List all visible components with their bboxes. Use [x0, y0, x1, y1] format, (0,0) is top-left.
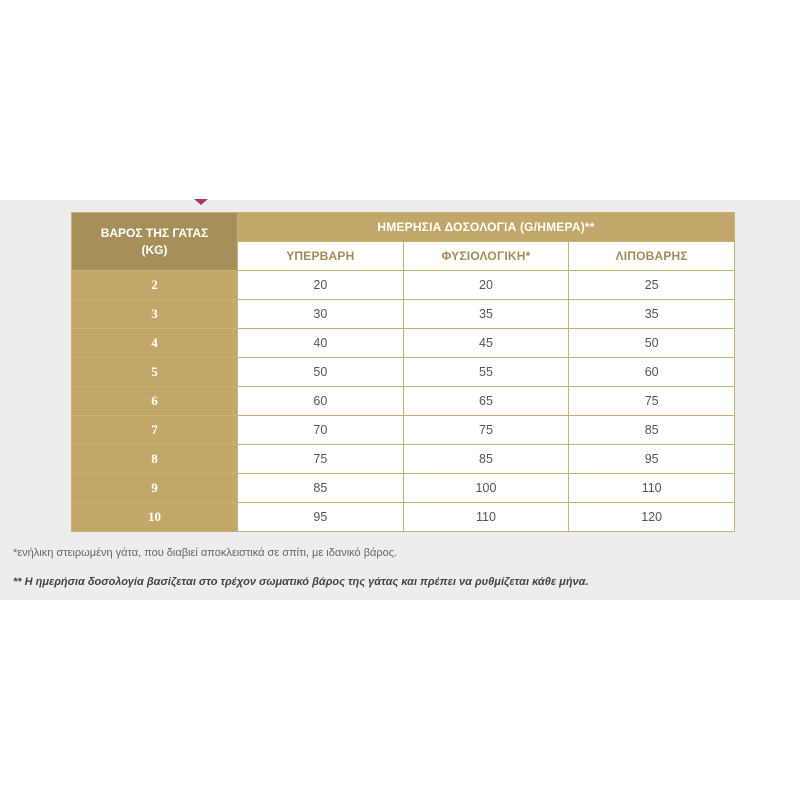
dosage-table-body	[72, 271, 735, 532]
subheader-overweight: ΥΠΕΡΒΑΡΗ	[238, 242, 404, 271]
table-row	[72, 271, 735, 300]
dose-cell: 75	[403, 416, 569, 445]
weight-cell: 9	[72, 474, 238, 503]
weight-cell: 10	[72, 503, 238, 532]
dose-cell: 40	[238, 329, 404, 358]
subheader-normal: ΦΥΣΙΟΛΟΓΙΚΗ*	[403, 242, 569, 271]
weight-cell: 8	[72, 445, 238, 474]
table-row	[72, 329, 735, 358]
dose-cell: 60	[569, 358, 735, 387]
dose-cell: 85	[238, 474, 404, 503]
dose-cell: 30	[238, 300, 404, 329]
dose-cell: 95	[238, 503, 404, 532]
dose-cell: 100	[403, 474, 569, 503]
footnote-dosage-basis: ** Η ημερήσια δοσολογία βασίζεται στο τρέχον σωματικό βάρος της γάτας και πρέπει να ρυθμίζεται κάθε μήνα.	[13, 576, 589, 588]
weight-cell: 5	[72, 358, 238, 387]
dose-cell: 75	[569, 387, 735, 416]
weight-header-unit: (KG)	[141, 242, 168, 257]
pointer-arrow-icon	[194, 199, 208, 205]
dose-cell: 70	[238, 416, 404, 445]
dose-cell: 85	[569, 416, 735, 445]
dose-cell: 45	[403, 329, 569, 358]
table-row	[72, 358, 735, 387]
dose-header: ΗΜΕΡΗΣΙΑ ΔΟΣΟΛΟΓΙΑ (G/ΗΜΕΡΑ)**	[238, 213, 735, 242]
dose-cell: 55	[403, 358, 569, 387]
dose-cell: 50	[569, 329, 735, 358]
table-row	[72, 445, 735, 474]
weight-cell: 3	[72, 300, 238, 329]
dose-cell: 60	[238, 387, 404, 416]
weight-cell: 2	[72, 271, 238, 300]
dose-cell: 20	[238, 271, 404, 300]
table-row	[72, 503, 735, 532]
dosage-table	[71, 212, 735, 532]
dose-cell: 35	[403, 300, 569, 329]
dose-cell: 85	[403, 445, 569, 474]
dose-cell: 25	[569, 271, 735, 300]
dose-cell: 50	[238, 358, 404, 387]
dose-cell: 110	[403, 503, 569, 532]
table-row	[72, 300, 735, 329]
weight-header	[72, 213, 238, 271]
weight-cell: 4	[72, 329, 238, 358]
table-row	[72, 416, 735, 445]
footnote-neutered-cat: *ενήλικη στειρωμένη γάτα, που διαβιεί αποκλειστικά σε σπίτι, με ιδανικό βάρος.	[13, 547, 398, 559]
dose-cell: 110	[569, 474, 735, 503]
weight-cell: 6	[72, 387, 238, 416]
dose-cell: 75	[238, 445, 404, 474]
dose-cell: 20	[403, 271, 569, 300]
weight-header-label: ΒΑΡΟΣ ΤΗΣ ΓΑΤΑΣ	[100, 225, 209, 240]
dose-cell: 120	[569, 503, 735, 532]
dose-cell: 95	[569, 445, 735, 474]
table-row	[72, 474, 735, 503]
dose-cell: 65	[403, 387, 569, 416]
dose-cell: 35	[569, 300, 735, 329]
weight-cell: 7	[72, 416, 238, 445]
subheader-underweight: ΛΙΠΟΒΑΡΗΣ	[569, 242, 735, 271]
table-row	[72, 387, 735, 416]
